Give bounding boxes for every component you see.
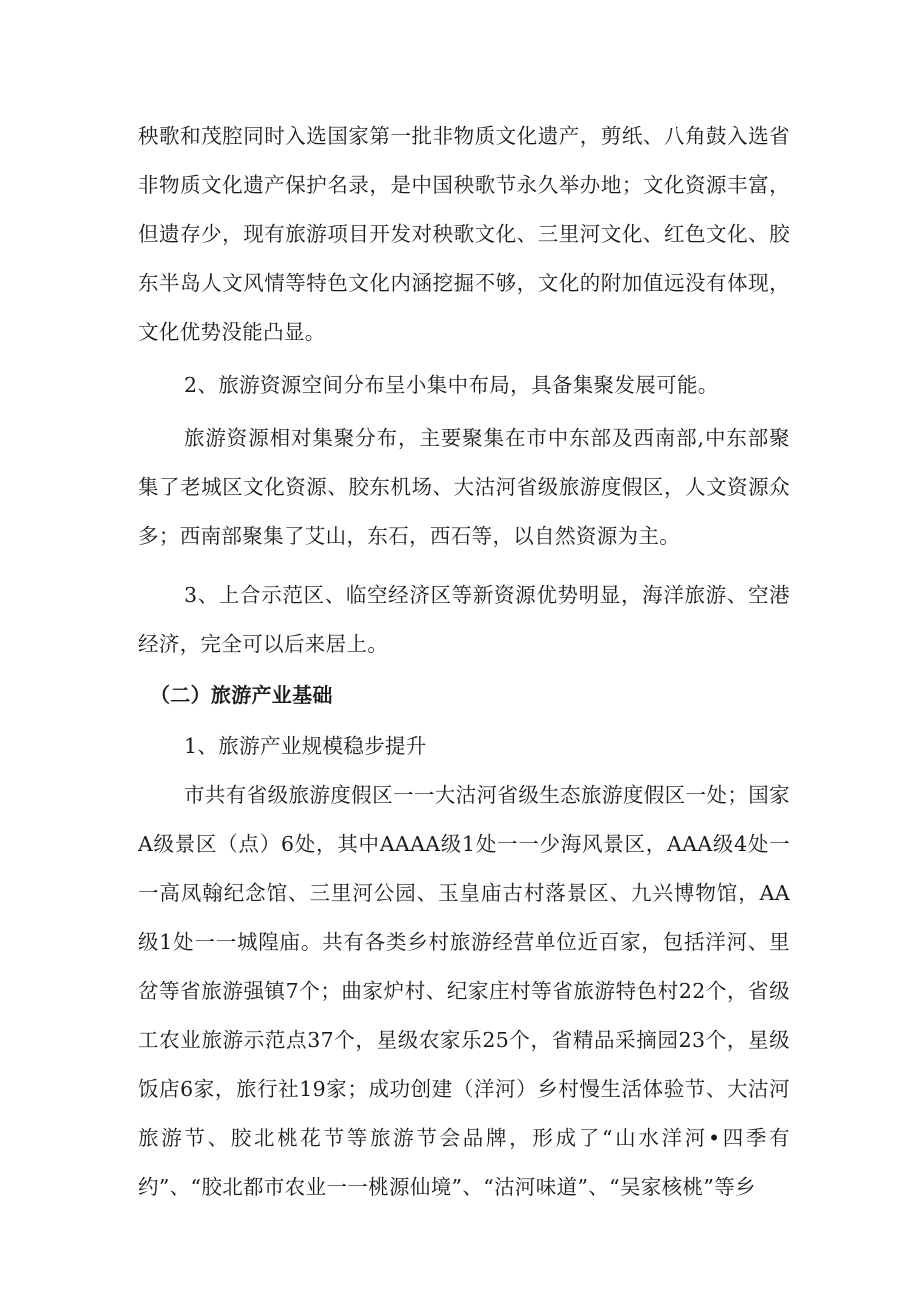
- list-item-new-resources: 3、上合示范区、临空经济区等新资源优势明显，海洋旅游、空港经济，完全可以后来居上。: [138, 583, 790, 656]
- subsection-heading: 1、旅游产业规模稳步提升: [184, 734, 427, 758]
- paragraph-industry-scale: 市共有省级旅游度假区一一大沽河省级生态旅游度假区一处；国家A级景区（点）6处，其中AAAA级1处一一少海风景区，AAA级4处一一高凤翰纪念馆、三里河公园、玉皇庙古村落景区、九兴博物馆，AA级1处一一城隍庙。共有各类乡村旅游经营单位近百家，包括洋河、里岔等省旅游强镇7个；曲家炉村、纪家庄村等省旅游特色村22个，省级工农业旅游示范点37个，星级农家乐25个，省精品采摘园23个，星级饭店6家，旅行社19家；成功创建（洋河）乡村慢生活体验节、大沽河旅游节、胶北桃花节等旅游节会品牌，形成了“山水洋河•四季有约”、“胶北都市农业一一桃源仙境”、“沽河味道”、“吴家核桃”等乡: [138, 783, 790, 1199]
- paragraph-resource-clusters: 旅游资源相对集聚分布，主要聚集在市中东部及西南部,中东部聚集了老城区文化资源、胶东机场、大沽河省级旅游度假区，人文资源众多；西南部聚集了艾山，东石，西石等，以自然资源为主。: [138, 426, 790, 548]
- section-heading: （二）旅游产业基础: [150, 683, 333, 707]
- document-body: [138, 112, 790, 1212]
- paragraph-cultural-heritage: 秧歌和茂腔同时入选国家第一批非物质文化遗产，剪纸、八角鼓入选省非物质文化遗产保护名录，是中国秧歌节永久举办地；文化资源丰富，但遗存少，现有旅游项目开发对秧歌文化、三里河文化、红色文化、胶东半岛人文风情等特色文化内涵挖掘不够，文化的附加值远没有体现，文化优势没能凸显。: [138, 124, 790, 344]
- list-item-spatial-distribution: 2、旅游资源空间分布呈小集中布局，具备集聚发展可能。: [184, 373, 719, 397]
